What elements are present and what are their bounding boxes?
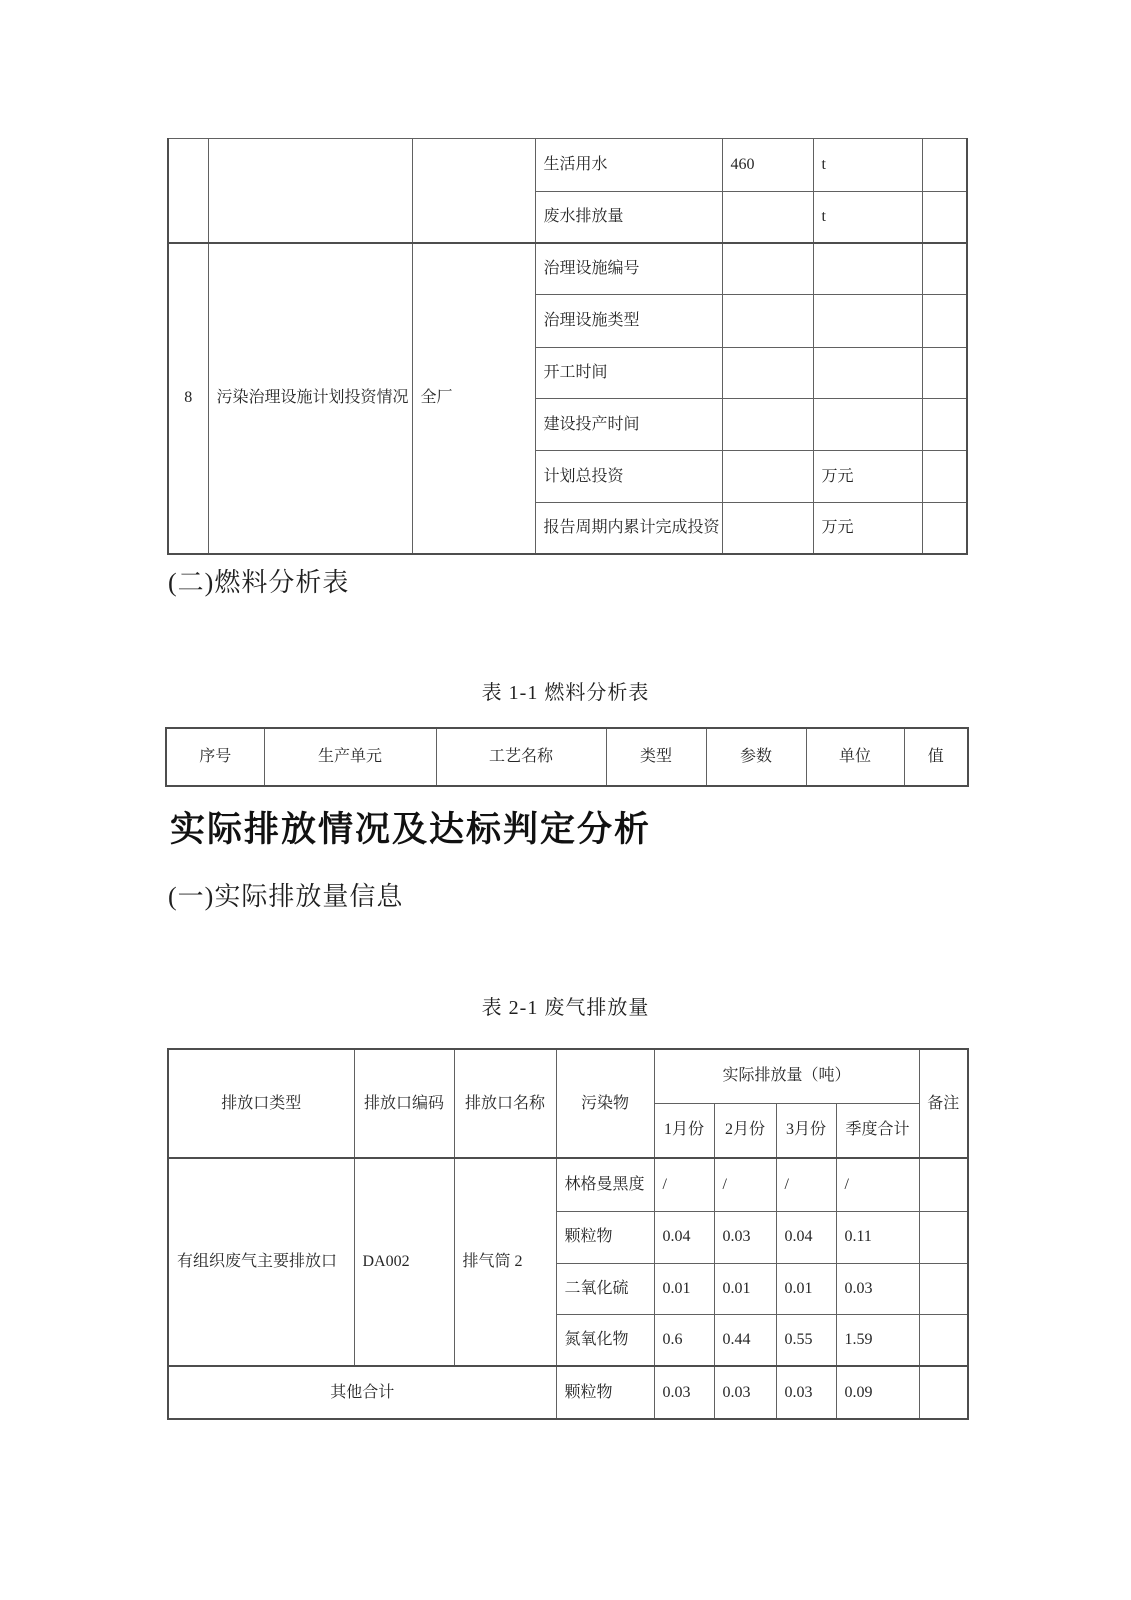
- value-cell: 0.03: [654, 1366, 714, 1419]
- row-label: 治理设施编号: [535, 243, 722, 295]
- value-cell: 0.03: [776, 1366, 836, 1419]
- column-header: 值: [904, 728, 968, 786]
- value-cell: 0.03: [714, 1211, 776, 1263]
- row-label: 开工时间: [535, 348, 722, 399]
- empty-cell: [168, 139, 208, 243]
- row-label: 建设投产时间: [535, 399, 722, 451]
- column-header-pollutant: 污染物: [556, 1049, 654, 1158]
- column-header: 参数: [706, 728, 806, 786]
- value-cell: /: [714, 1158, 776, 1211]
- value-cell: 0.6: [654, 1314, 714, 1366]
- row-unit: 万元: [813, 451, 922, 503]
- row-note: [922, 139, 967, 192]
- row-label: 治理设施类型: [535, 295, 722, 348]
- table-1-1-title: 表 1-1 燃料分析表: [481, 682, 650, 704]
- value-cell: 0.04: [776, 1211, 836, 1263]
- value-cell: 0.44: [714, 1314, 776, 1366]
- row-note: [922, 348, 967, 399]
- column-header-month3: 3月份: [776, 1103, 836, 1158]
- row-note: [922, 192, 967, 243]
- row-unit: [813, 295, 922, 348]
- value-cell: 0.03: [714, 1366, 776, 1419]
- empty-cell: [208, 139, 412, 243]
- empty-cell: [412, 139, 535, 243]
- row-label: 报告周期内累计完成投资: [535, 503, 722, 554]
- column-header-outlet-code: 排放口编码: [354, 1049, 454, 1158]
- column-header: 类型: [606, 728, 706, 786]
- seq-cell: 8: [168, 243, 208, 554]
- emission-table: [167, 1048, 969, 1420]
- row-note: [922, 503, 967, 554]
- value-cell: /: [836, 1158, 919, 1211]
- value-cell: 0.11: [836, 1211, 919, 1263]
- column-header-remark: 备注: [919, 1049, 968, 1158]
- column-header: 单位: [806, 728, 904, 786]
- remark-cell: [919, 1314, 968, 1366]
- row-note: [922, 451, 967, 503]
- row-note: [922, 295, 967, 348]
- row-value: [722, 503, 813, 554]
- value-cell: 1.59: [836, 1314, 919, 1366]
- column-header: 序号: [166, 728, 264, 786]
- value-cell: 0.01: [776, 1263, 836, 1314]
- row-value: 460: [722, 139, 813, 192]
- column-header: 生产单元: [264, 728, 436, 786]
- value-cell: 0.01: [654, 1263, 714, 1314]
- column-header-month1: 1月份: [654, 1103, 714, 1158]
- outlet-name-cell: 排气筒 2: [454, 1158, 556, 1366]
- row-unit: t: [813, 192, 922, 243]
- table-2-1-title: 表 2-1 废气排放量: [481, 997, 650, 1019]
- pollutant-cell: 二氧化硫: [556, 1263, 654, 1314]
- chapter-title: 实际排放情况及达标判定分析: [170, 810, 652, 849]
- row-label: 计划总投资: [535, 451, 722, 503]
- column-header-month2: 2月份: [714, 1103, 776, 1158]
- column-header-actual-emission: 实际排放量（吨）: [654, 1049, 919, 1103]
- column-header-outlet-name: 排放口名称: [454, 1049, 556, 1158]
- other-total-label: 其他合计: [168, 1366, 556, 1419]
- value-cell: 0.03: [836, 1263, 919, 1314]
- fuel-analysis-table: [165, 727, 969, 787]
- row-unit: [813, 399, 922, 451]
- item-cell: 污染治理设施计划投资情况: [208, 243, 412, 554]
- row-unit: [813, 348, 922, 399]
- row-unit: [813, 243, 922, 295]
- section-heading-emission: (一)实际排放量信息: [168, 882, 404, 911]
- remark-cell: [919, 1158, 968, 1211]
- row-value: [722, 451, 813, 503]
- value-cell: 0.01: [714, 1263, 776, 1314]
- row-value: [722, 348, 813, 399]
- section-heading-fuel: (二)燃料分析表: [168, 568, 350, 597]
- column-header: 工艺名称: [436, 728, 606, 786]
- row-note: [922, 399, 967, 451]
- row-value: [722, 399, 813, 451]
- row-note: [922, 243, 967, 295]
- remark-cell: [919, 1263, 968, 1314]
- value-cell: 0.04: [654, 1211, 714, 1263]
- row-unit: 万元: [813, 503, 922, 554]
- value-cell: /: [654, 1158, 714, 1211]
- pollutant-cell: 氮氧化物: [556, 1314, 654, 1366]
- outlet-type-cell: 有组织废气主要排放口: [168, 1158, 354, 1366]
- value-cell: 0.55: [776, 1314, 836, 1366]
- remark-cell: [919, 1211, 968, 1263]
- outlet-code-cell: DA002: [354, 1158, 454, 1366]
- pollutant-cell: 颗粒物: [556, 1366, 654, 1419]
- pollutant-cell: 林格曼黑度: [556, 1158, 654, 1211]
- row-value: [722, 243, 813, 295]
- column-header-quarter-total: 季度合计: [836, 1103, 919, 1158]
- row-unit: t: [813, 139, 922, 192]
- column-header-outlet-type: 排放口类型: [168, 1049, 354, 1158]
- scope-cell: 全厂: [412, 243, 535, 554]
- value-cell: 0.09: [836, 1366, 919, 1419]
- pollutant-cell: 颗粒物: [556, 1211, 654, 1263]
- row-value: [722, 295, 813, 348]
- remark-cell: [919, 1366, 968, 1419]
- row-label: 废水排放量: [535, 192, 722, 243]
- row-value: [722, 192, 813, 243]
- investment-table: [167, 138, 968, 555]
- value-cell: /: [776, 1158, 836, 1211]
- row-label: 生活用水: [535, 139, 722, 192]
